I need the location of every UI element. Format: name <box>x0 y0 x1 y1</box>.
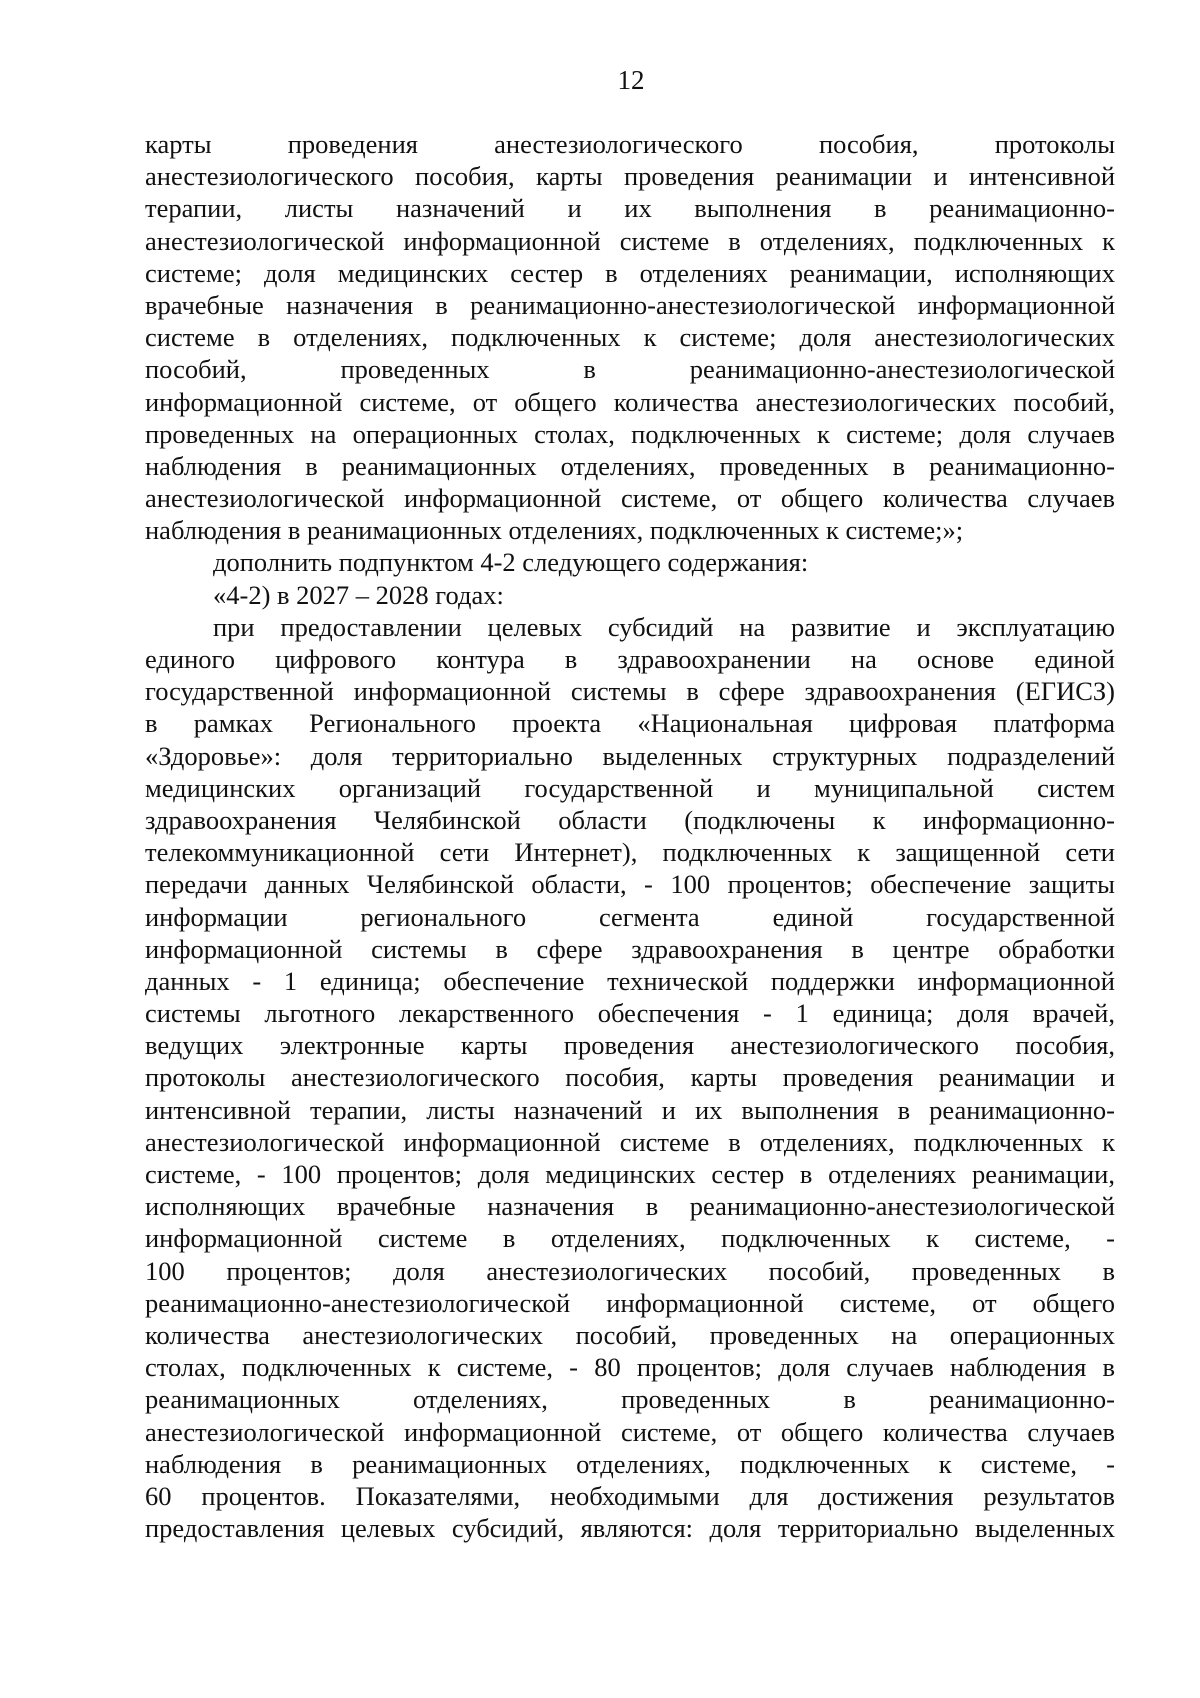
text-line: медицинских организаций государственной и муниципальной систем <box>145 772 1115 803</box>
text-line: здравоохранения Челябинской области (подключены к информационно- <box>145 804 1115 835</box>
text-line: пособий, проведенных в реанимационно-анестезиологической <box>145 354 1115 385</box>
text-line: «4-2) в 2027 – 2028 годах: <box>213 579 504 610</box>
text-line: реанимационно-анестезиологической информационной системе, от общего <box>145 1287 1115 1318</box>
text-line: телекоммуникационной сети Интернет), подключенных к защищенной сети <box>145 837 1115 868</box>
text-line: карты проведения анестезиологического пособия, протоколы <box>145 129 1115 159</box>
text-line: анестезиологической информационной системе в отделениях, подключенных к <box>145 225 1115 256</box>
text-line: системе в отделениях, подключенных к системе; доля анестезиологических <box>145 322 1115 353</box>
text-line: системе; доля медицинских сестер в отделениях реанимации, исполняющих <box>145 257 1115 288</box>
text-line: ведущих электронные карты проведения анестезиологического пособия, <box>145 1030 1115 1061</box>
text-line: данных - 1 единица; обеспечение технической поддержки информационной <box>145 965 1115 996</box>
text-line: реанимационных отделениях, проведенных в реанимационно- <box>145 1384 1115 1415</box>
text-line: анестезиологической информационной системе в отделениях, подключенных к <box>145 1126 1115 1157</box>
text-line: исполняющих врачебные назначения в реанимационно-анестезиологической <box>145 1191 1115 1222</box>
text-line: наблюдения в реанимационных отделениях, подключенных к системе, - <box>145 1448 1115 1479</box>
text-line: информационной системы в сфере здравоохранения в центре обработки <box>145 933 1115 964</box>
text-line: единого цифрового контура в здравоохранении на основе единой <box>145 644 1115 674</box>
text-line: анестезиологической информационной системе, от общего количества случаев <box>145 483 1115 514</box>
text-line: анестезиологической информационной системе, от общего количества случаев <box>145 1416 1115 1447</box>
text-line: протоколы анестезиологического пособия, карты проведения реанимации и <box>145 1062 1115 1093</box>
text-line: столах, подключенных к системе, - 80 процентов; доля случаев наблюдения в <box>145 1352 1115 1383</box>
text-line: системе, - 100 процентов; доля медицинских сестер в отделениях реанимации, <box>145 1159 1115 1189</box>
text-line: в рамках Регионального проекта «Национальная цифровая платформа <box>145 708 1115 739</box>
text-line: дополнить подпунктом 4-2 следующего содержания: <box>213 547 809 578</box>
text-line: при предоставлении целевых субсидий на развитие и эксплуатацию <box>213 611 1115 642</box>
text-line: информационной системе в отделениях, подключенных к системе, - <box>145 1223 1115 1254</box>
text-line: терапии, листы назначений и их выполнения в реанимационно- <box>145 193 1115 224</box>
text-line: «Здоровье»: доля территориально выделенных структурных подразделений <box>145 740 1115 771</box>
text-line: предоставления целевых субсидий, являются: доля территориально выделенных <box>145 1513 1115 1544</box>
text-line: наблюдения в реанимационных отделениях, подключенных к системе;»; <box>145 515 964 546</box>
text-line: государственной информационной системы в сфере здравоохранения (ЕГИСЗ) <box>145 676 1115 707</box>
text-line: наблюдения в реанимационных отделениях, проведенных в реанимационно- <box>145 450 1115 481</box>
page-number: 12 <box>617 65 645 95</box>
document-body <box>145 128 1115 1544</box>
text-line: количества анестезиологических пособий, проведенных на операционных <box>145 1319 1115 1350</box>
text-line: проведенных на операционных столах, подключенных к системе; доля случаев <box>145 418 1115 449</box>
text-line: системы льготного лекарственного обеспечения - 1 единица; доля врачей, <box>145 998 1115 1029</box>
text-line: интенсивной терапии, листы назначений и их выполнения в реанимационно- <box>145 1094 1115 1125</box>
text-line: 60 процентов. Показателями, необходимыми для достижения результатов <box>145 1480 1115 1511</box>
text-line: информации регионального сегмента единой государственной <box>145 901 1115 932</box>
text-line: врачебные назначения в реанимационно-анестезиологической информационной <box>145 289 1115 320</box>
text-line: передачи данных Челябинской области, - 100 процентов; обеспечение защиты <box>145 869 1115 900</box>
text-line: информационной системе, от общего количества анестезиологических пособий, <box>145 386 1115 417</box>
text-line: 100 процентов; доля анестезиологических пособий, проведенных в <box>145 1255 1115 1286</box>
text-line: анестезиологического пособия, карты проведения реанимации и интенсивной <box>145 161 1115 192</box>
